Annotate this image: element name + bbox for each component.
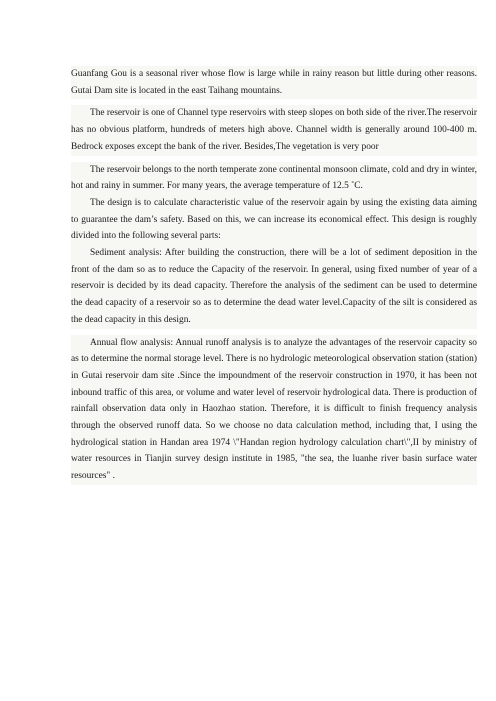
paragraph-reservoir-terrain: The reservoir is one of Channel type reservoirs with steep slopes on both side of the river.The reservoir has no obvious platform, hundreds of meters high above. Channel width is generally around 100-400 m. Bedrock exposes except the bank of the river. Besides,The vegetation is very poor [71,105,477,155]
paragraph-annual-flow-analysis: Annual flow analysis: Annual runoff analysis is to analyze the advantages of the reservoir capacity so as to determine the normal storage level. There is no hydrologic meteorological observation station (station) in Gutai reservoir dam site .Since the impoundment of the reservoir construction in 1970, it has been not inbound traffic of this area, or volume and water level of reservoir hydrological data. There is production of rainfall observation data only in Haozhao station. Therefore, it is difficult to finish frequency analysis through the observed runoff data. So we choose no data calculation method, including that, I using the hydrological station in Handan area 1974 \"Handan region hydrology calculation chart\",II by ministry of water resources in Tianjin survey design institute in 1985, "the sea, the luanhe river basin surface water resources" . [71,335,477,485]
paragraph-design-purpose: The design is to calculate characteristic value of the reservoir again by using the existing data aiming to guarantee the dam’s safety. Based on this, we can increase its economical effect. This design is roughly divided into the following several parts: [71,195,477,245]
paragraph-sediment-analysis: Sediment analysis: After building the construction, there will be a lot of sediment deposition in the front of the dam so as to reduce the Capacity of the reservoir. In general, using fixed number of year of a reservoir is decided by its dead capacity. Therefore the analysis of the sediment can be used to determine the dead capacity of a reservoir so as to determine the dead water level.Capacity of the silt is considered as the dead capacity in this design. [71,245,477,329]
paragraph-climate: The reservoir belongs to the north temperate zone continental monsoon climate, cold and dry in winter, hot and rainy in summer. For many years, the average temperature of 12.5 ˚C. [71,162,477,195]
document-page [71,66,477,485]
paragraph-river-description: Guanfang Gou is a seasonal river whose flow is large while in rainy reason but little during other reasons. Gutai Dam site is located in the east Taihang mountains. [71,66,477,99]
